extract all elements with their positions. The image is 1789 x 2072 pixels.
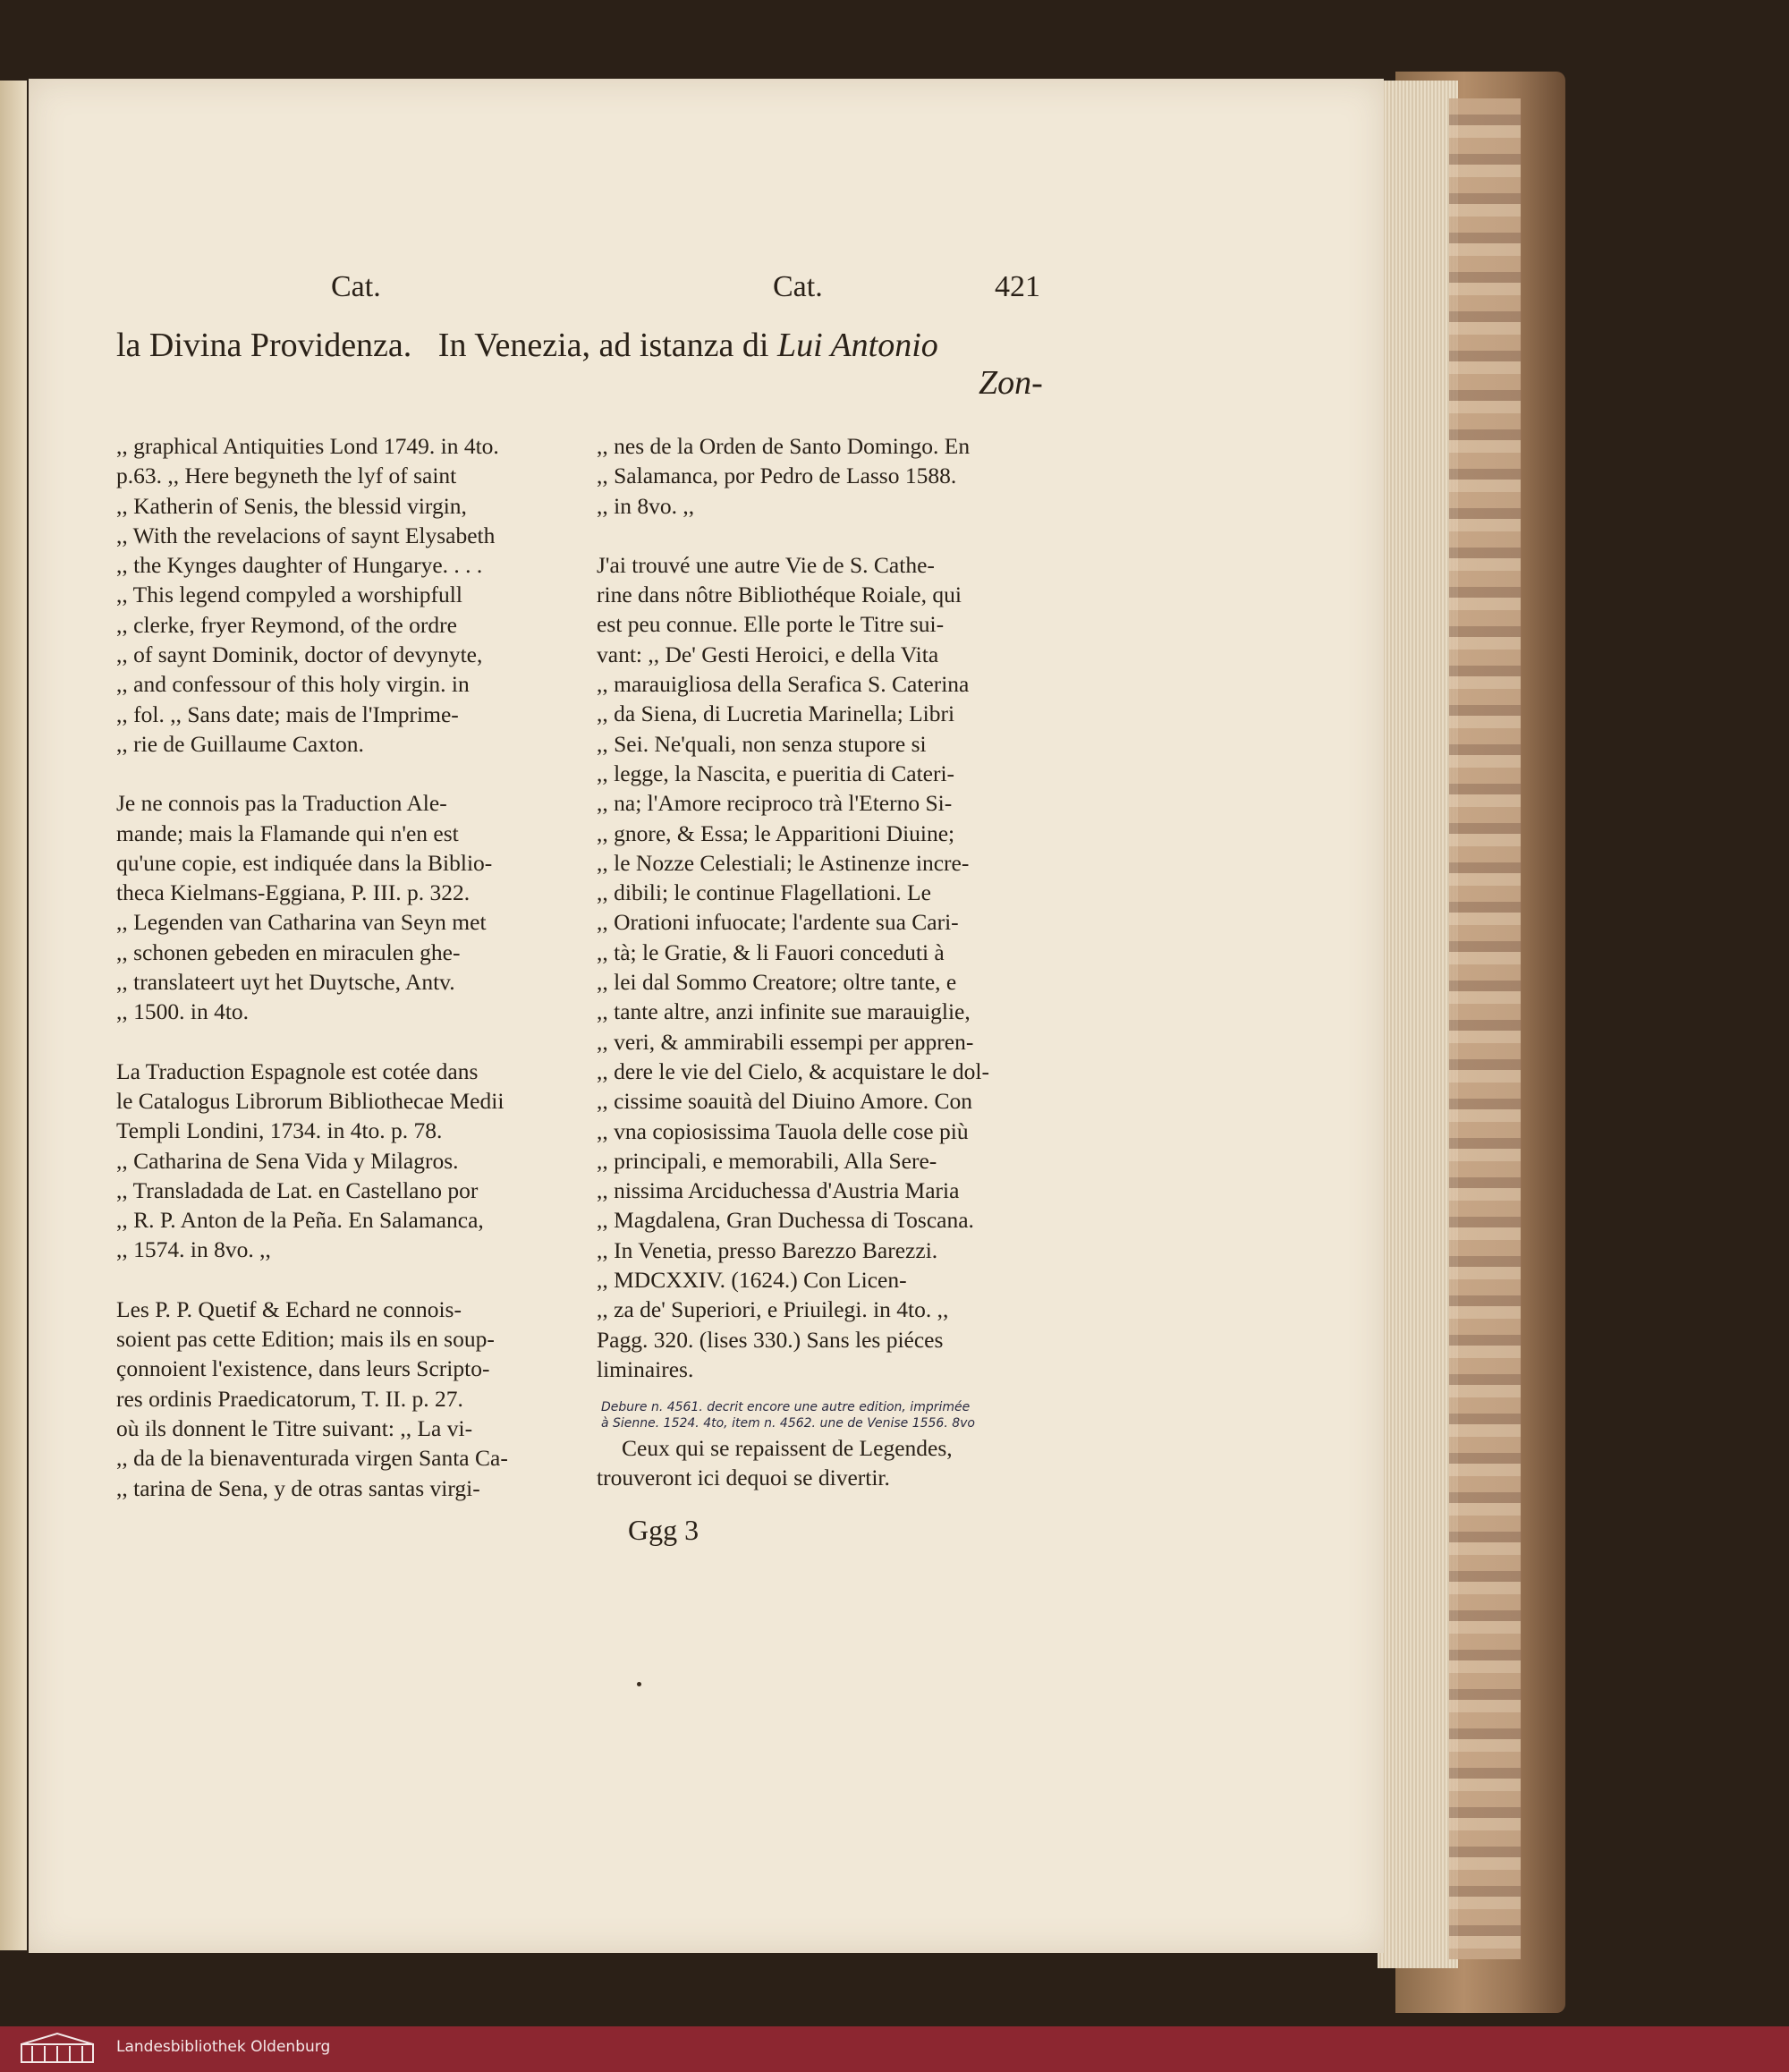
text-line: ,, Magdalena, Gran Duchessa di Toscana. [597, 1207, 974, 1234]
closing-paragraph [597, 1433, 953, 1493]
text-line: ,, marauigliosa della Serafica S. Caterina [597, 671, 970, 698]
text-line: mande; mais la Flamande qui n'en est [116, 819, 459, 846]
text-line: ,, With the revelacions of saynt Elysabeth [116, 522, 496, 548]
text-line: soient pas cette Edition; mais ils en soup- [116, 1326, 495, 1353]
text-line: ,, and confessour of this holy virgin. in [116, 671, 470, 698]
text-line: ,, graphical Antiquities Lond 1749. in 4to. [116, 433, 499, 459]
page-fore-edge [1378, 81, 1458, 1968]
text-line: ,, 1500. in 4to. [116, 998, 250, 1025]
text-line: ,, da Siena, di Lucretia Marinella; Libri [597, 701, 955, 727]
text-line: ,, Sei. Ne'quali, non senza stupore si [597, 730, 927, 757]
text-line: ,, Catharina de Sena Vida y Milagros. [116, 1147, 459, 1174]
text-line: ,, Salamanca, por Pedro de Lasso 1588. [597, 463, 957, 489]
page-number: 421 [995, 270, 1040, 303]
paragraph-gap [597, 521, 1080, 550]
text-line: ,, tà; le Gratie, & li Fauori conceduti à [597, 938, 945, 965]
text-line: ,, veri, & ammirabili essempi per appren- [597, 1028, 974, 1055]
book-page [29, 79, 1384, 1953]
title-continuation: Zon- [979, 364, 1043, 402]
annotation-line: Debure n. 4561. decrit encore une autre edition, imprimée [601, 1400, 971, 1414]
text-line: liminaires. [597, 1355, 694, 1382]
text-line: p.63. ,, Here begyneth the lyf of saint [116, 463, 457, 489]
text-line: ,, the Kynges daughter of Hungarye. . . . [116, 552, 483, 579]
text-line: ,, dibili; le continue Flagellationi. Le [597, 879, 931, 906]
title-part-2: In Venezia, ad istanza di [437, 327, 769, 364]
text-line: res ordinis Praedicatorum, T. II. p. 27. [116, 1385, 463, 1412]
text-line: ,, Transladada de Lat. en Castellano por [116, 1176, 479, 1203]
text-line: ,, Legenden van Catharina van Seyn met [116, 909, 487, 936]
closing-line: Ceux qui se repaissent de Legendes, [622, 1435, 953, 1461]
text-line: rine dans nôtre Bibliothéque Roiale, qui [597, 582, 962, 608]
paragraph-gap [116, 1265, 599, 1295]
annotation-line: à Sienne. 1524. 4to, item n. 4562. une de Venise 1556. 8vo [601, 1416, 975, 1431]
header-center: Cat. [773, 270, 823, 303]
previous-page-edge [0, 81, 27, 1950]
text-line: ,, vna copiosissima Tauola delle cose più [597, 1117, 969, 1144]
text-line: ,, gnore, & Essa; le Apparitioni Diuine; [597, 819, 955, 846]
ink-dot [637, 1682, 641, 1686]
text-line: ,, translateert uyt het Duytsche, Antv. [116, 969, 455, 996]
text-line: ,, Orationi infuocate; l'ardente sua Cari- [597, 909, 959, 936]
footer-bar [0, 2026, 1789, 2072]
closing-line: trouveront ici dequoi se divertir. [597, 1465, 890, 1491]
text-line: ,, 1574. in 8vo. ,, [116, 1236, 271, 1263]
text-line: ,, le Nozze Celestiali; le Astinenze incre- [597, 849, 970, 876]
text-line: Les P. P. Quetif & Echard ne connois- [116, 1295, 462, 1322]
text-line: Je ne connois pas la Traduction Ale- [116, 790, 447, 817]
marbled-cover-edge [1449, 98, 1521, 1959]
text-line: ,, fol. ,, Sans date; mais de l'Imprime- [116, 701, 459, 727]
text-line: ,, nes de la Orden de Santo Domingo. En [597, 433, 971, 459]
text-line: ,, of saynt Dominik, doctor of devynyte, [116, 641, 483, 668]
text-line: où ils donnent le Titre suivant: ,, La vi- [116, 1414, 473, 1441]
text-line: Templi Londini, 1734. in 4to. p. 78. [116, 1117, 443, 1144]
left-text-column [116, 431, 599, 1503]
title-part-1: la Divina Providenza. [116, 327, 412, 364]
text-line: J'ai trouvé une autre Vie de S. Cathe- [597, 551, 935, 578]
title-line [116, 326, 938, 365]
right-text-column [597, 431, 1080, 1384]
text-line: çonnoient l'existence, dans leurs Scripto- [116, 1355, 490, 1382]
text-line: ,, da de la bienaventurada virgen Santa Ca- [116, 1445, 508, 1472]
text-line: ,, dere le vie del Cielo, & acquistare le dol- [597, 1057, 990, 1084]
text-line: ,, legge, la Nascita, e pueritia di Cateri- [597, 760, 955, 786]
text-line: le Catalogus Librorum Bibliothecae Medii [116, 1087, 504, 1114]
header-left: Cat. [331, 270, 381, 303]
text-line: ,, MDCXXIV. (1624.) Con Licen- [597, 1267, 907, 1294]
text-line: ,, na; l'Amore reciproco trà l'Eterno Si- [597, 790, 953, 817]
text-line: ,, Katherin of Senis, the blessid virgin, [116, 492, 467, 519]
handwritten-annotation [601, 1399, 975, 1431]
title-italic: Lui Antonio [776, 327, 938, 364]
text-line: vant: ,, De' Gesti Heroici, e della Vita [597, 641, 939, 667]
library-building-icon [13, 2032, 102, 2066]
text-line: ,, principali, e memorabili, Alla Sere- [597, 1147, 937, 1174]
text-line: ,, R. P. Anton de la Peña. En Salamanca, [116, 1207, 484, 1234]
library-name: Landesbibliothek Oldenburg [116, 2038, 331, 2056]
paragraph-gap [116, 759, 599, 788]
text-line: ,, This legend compyled a worshipfull [116, 582, 462, 608]
text-line: ,, clerke, fryer Reymond, of the ordre [116, 611, 457, 638]
text-line: est peu connue. Elle porte le Titre sui- [597, 611, 945, 638]
text-line: ,, rie de Guillaume Caxton. [116, 730, 364, 757]
text-line: qu'une copie, est indiquée dans la Biblio- [116, 849, 493, 876]
text-line: ,, nissima Arciduchessa d'Austria Maria [597, 1177, 960, 1204]
text-line: La Traduction Espagnole est cotée dans [116, 1057, 479, 1084]
text-line: ,, schonen gebeden en miraculen ghe- [116, 938, 461, 965]
text-line: ,, in 8vo. ,, [597, 492, 695, 519]
text-line: ,, lei dal Sommo Creatore; oltre tante, e [597, 969, 957, 996]
text-line: ,, tante altre, anzi infinite sue marauiglie, [597, 998, 971, 1025]
signature-mark: Ggg 3 [628, 1514, 699, 1546]
paragraph-gap [116, 1027, 599, 1057]
text-line: ,, cissime soauità del Diuino Amore. Con [597, 1088, 972, 1115]
text-line: theca Kielmans-Eggiana, P. III. p. 322. [116, 879, 471, 906]
text-line: Pagg. 320. (lises 330.) Sans les piéces [597, 1326, 944, 1353]
text-line: ,, In Venetia, presso Barezzo Barezzi. [597, 1236, 938, 1263]
text-line: ,, tarina de Sena, y de otras santas virgi- [116, 1474, 480, 1501]
text-line: ,, za de' Superiori, e Priuilegi. in 4to. ,, [597, 1296, 949, 1323]
